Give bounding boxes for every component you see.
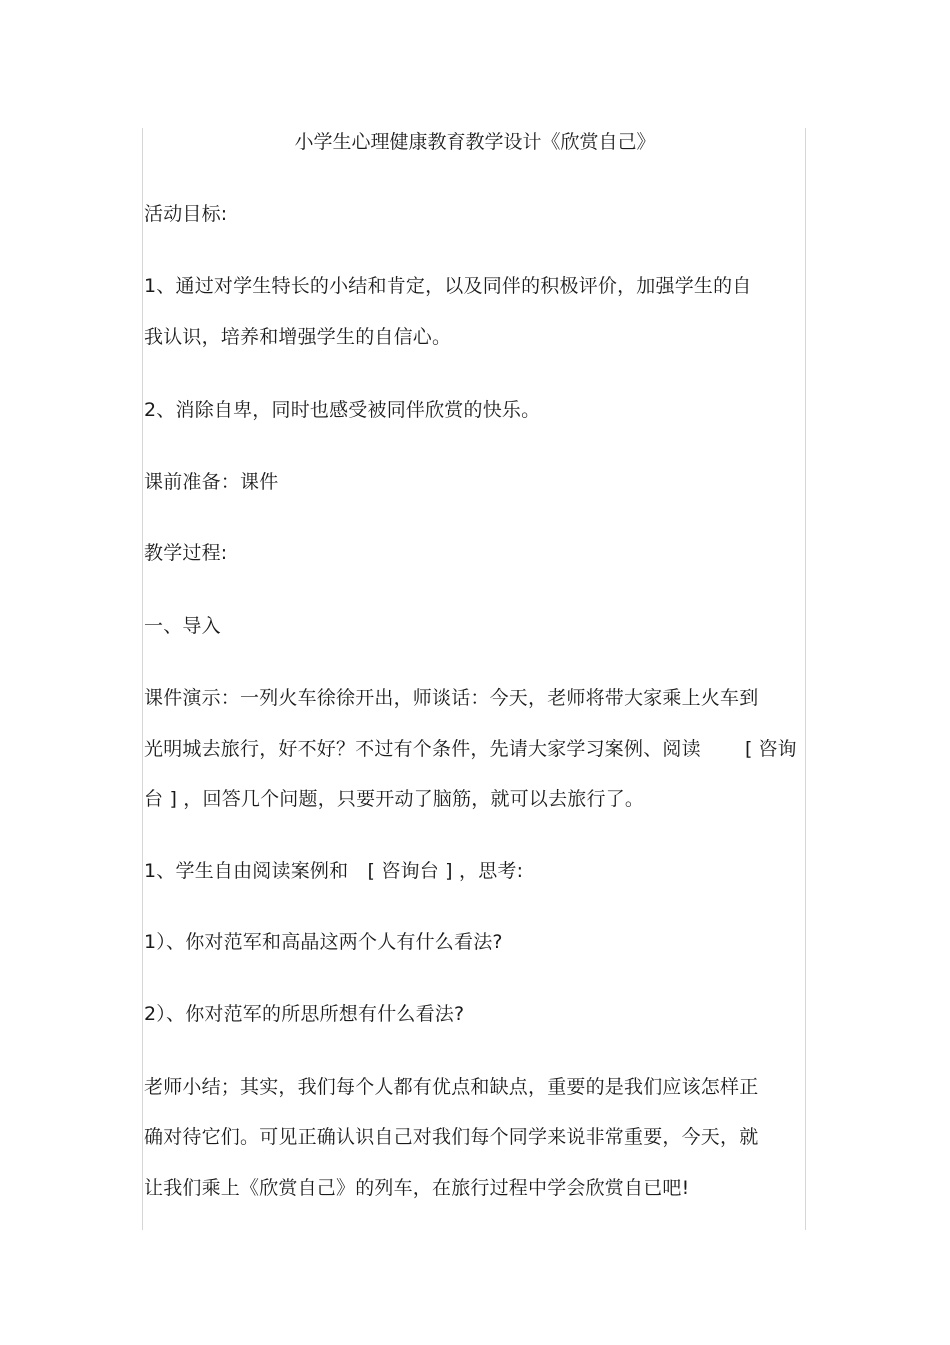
objectives-heading: 活动目标:: [144, 203, 228, 225]
summary-line-3: 让我们乘上《欣赏自己》的列车，在旅行过程中学会欣赏自已吧!: [144, 1177, 690, 1199]
objective-1-line-2: 我认识，培养和增强学生的自信心。: [144, 326, 452, 348]
objective-2: 2、消除自卑，同时也感受被同伴欣赏的快乐。: [144, 399, 541, 421]
process-heading: 教学过程:: [144, 542, 228, 564]
question-1: 1）、你对范军和高晶这两个人有什么看法?: [144, 931, 503, 953]
demo-line-3: 台 ] ，回答几个问题，只要开动了脑筋，就可以去旅行了。: [144, 788, 645, 810]
demo-line-2: 光明城去旅行，好不好？不过有个条件，先请大家学习案例、阅读: [144, 738, 701, 760]
demo-line-2-consult-ref: [ 咨询: [745, 738, 797, 760]
section-1-heading: 一、导入: [144, 615, 221, 637]
right-margin-rule: [805, 128, 806, 1230]
question-2: 2）、你对范军的所思所想有什么看法?: [144, 1003, 465, 1025]
preparation-line: 课前准备：课件: [144, 471, 279, 493]
summary-line-2: 确对待它们。可见正确认识自己对我们每个同学来说非常重要，今天，就: [144, 1126, 759, 1148]
summary-line-1: 老师小结；其实，我们每个人都有优点和缺点，重要的是我们应该怎样正: [144, 1076, 759, 1098]
objective-1-line-1: 1、通过对学生特长的小结和肯定，以及同伴的积极评价，加强学生的自: [144, 275, 752, 297]
left-margin-rule: [142, 128, 143, 1230]
step-1: 1、学生自由阅读案例和 [ 咨询台 ] ，思考:: [144, 860, 524, 882]
document-title: 小学生心理健康教育教学设计《欣赏自己》: [294, 131, 656, 153]
demo-line-1: 课件演示：一列火车徐徐开出，师谈话：今天，老师将带大家乘上火车到: [144, 687, 759, 709]
